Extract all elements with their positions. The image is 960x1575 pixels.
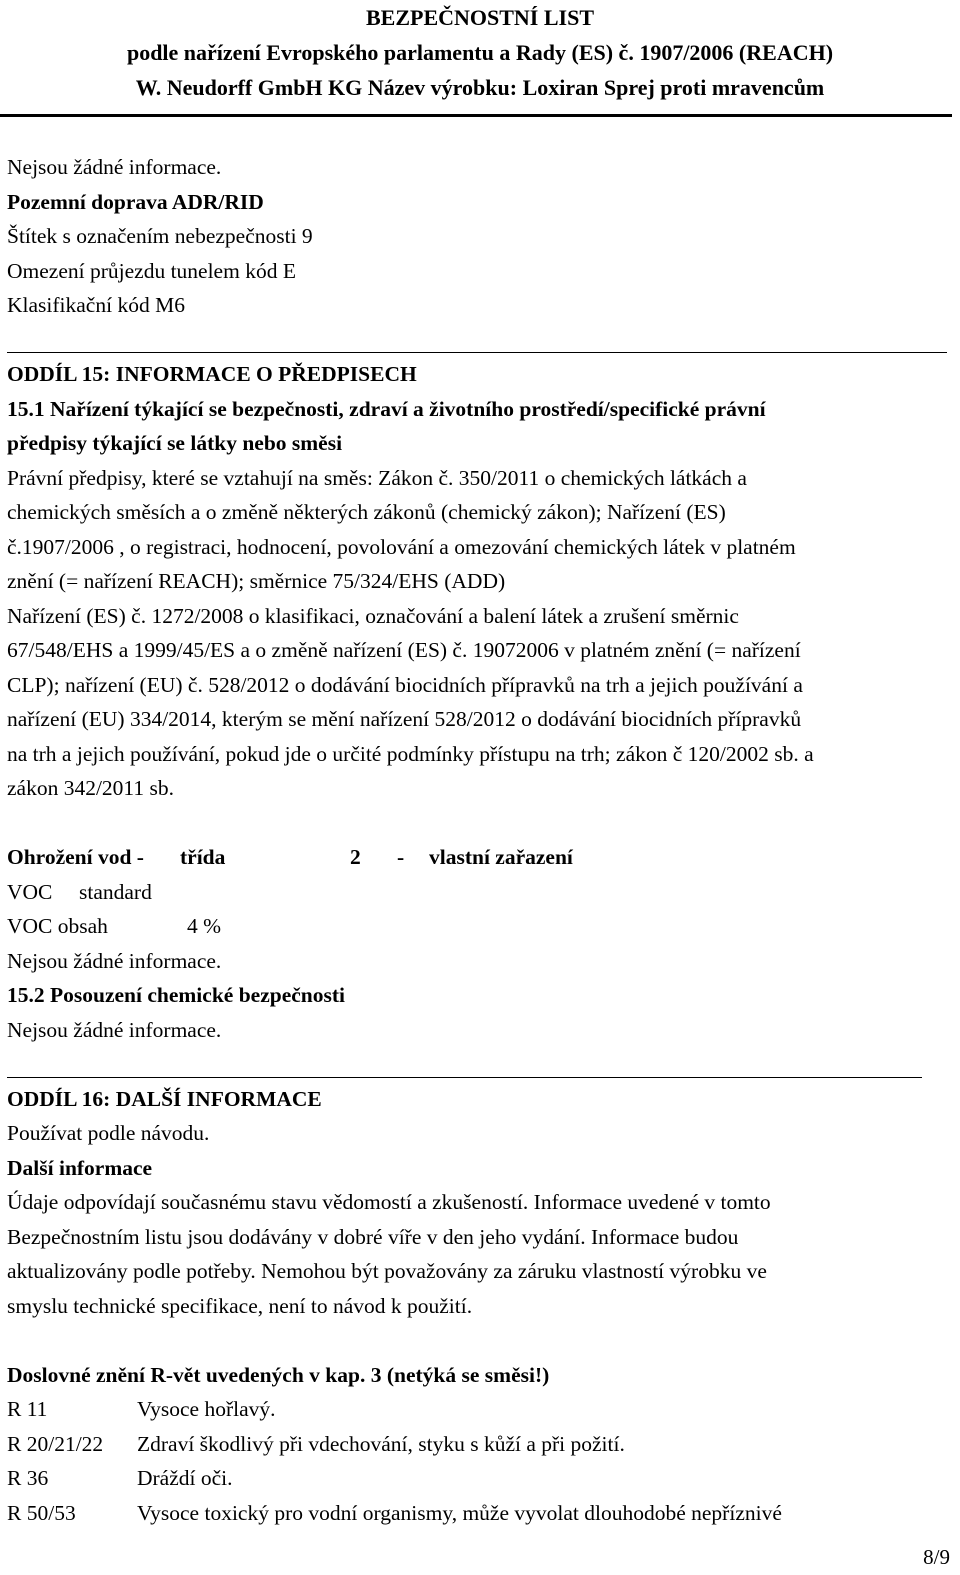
voc-content-value: 4 % — [187, 914, 222, 938]
document-header — [0, 0, 960, 105]
r-phrase-row — [7, 1392, 953, 1427]
section-divider — [7, 1047, 953, 1082]
header-product: W. Neudorff GmbH KG Název výrobku: Loxiran Sprej proti mravencům — [135, 75, 825, 100]
section16-title: ODDÍL 16: DALŠÍ INFORMACE — [7, 1086, 322, 1111]
r-phrase-row — [7, 1461, 953, 1496]
r-phrase-row — [7, 1427, 953, 1462]
more-info-title: Další informace — [7, 1155, 153, 1180]
tunnel-restriction-text: Omezení průjezdu tunelem kód E — [7, 258, 296, 283]
legal-line: 67/548/EHS a 1999/45/ES a o změně nařízení (ES) č. 19072006 v platném znění (= nařízení — [7, 638, 801, 662]
water-hazard-label: Ohrožení vod - — [7, 845, 144, 869]
voc-content-row — [7, 909, 953, 944]
legal-line: Nařízení (ES) č. 1272/2008 o klasifikaci, označování a balení látek a zrušení směrnic — [7, 603, 739, 628]
header-title: BEZPEČNOSTNÍ LIST — [365, 5, 595, 30]
more-info-line: smyslu technické specifikace, není to návod k použití. — [7, 1293, 473, 1318]
usage-text: Používat podle návodu. — [7, 1121, 210, 1145]
more-info-line: Bezpečnostním listu jsou dodávány v dobré víře v den jeho vydání. Informace budou — [7, 1224, 739, 1249]
no-info-text: Nejsou žádné informace. — [7, 1017, 222, 1042]
more-info-line: Údaje odpovídají současnému stavu vědomostí a zkušeností. Informace uvedené v tomto — [7, 1190, 771, 1214]
page-number: 8/9 — [923, 1545, 950, 1569]
water-hazard-class-value: 2 — [350, 845, 361, 869]
voc-standard-value: standard — [79, 879, 152, 904]
voc-content-label: VOC obsah — [7, 914, 108, 938]
voc-standard-row — [7, 875, 953, 910]
legal-regulations-paragraph — [7, 461, 953, 806]
r-phrase-code: R 11 — [7, 1397, 48, 1421]
r-phrase-text: Dráždí oči. — [137, 1466, 233, 1490]
danger-label-text: Štítek s označením nebezpečnosti 9 — [7, 224, 313, 248]
section15-title: ODDÍL 15: INFORMACE O PŘEDPISECH — [7, 362, 417, 386]
section-divider — [7, 323, 953, 358]
spacer — [7, 806, 953, 841]
section15-2-title: 15.2 Posouzení chemické bezpečnosti — [7, 983, 345, 1007]
r-phrase-code: R 36 — [7, 1466, 49, 1490]
r-phrase-text: Vysoce hořlavý. — [137, 1397, 276, 1421]
legal-line: č.1907/2006 , o registraci, hodnocení, povolování a omezování chemických látek v platném — [7, 534, 796, 559]
section15-1-title-line: předpisy týkající se látky nebo směsi — [7, 431, 343, 455]
water-hazard-note: vlastní zařazení — [429, 845, 573, 869]
no-info-text: Nejsou žádné informace. — [7, 155, 222, 179]
water-hazard-row — [7, 840, 953, 875]
r-phrase-code: R 20/21/22 — [7, 1431, 104, 1456]
legal-line: znění (= nařízení REACH); směrnice 75/324/EHS (ADD) — [7, 569, 506, 593]
water-hazard-dash: - — [397, 845, 405, 869]
document-body — [7, 150, 953, 1530]
no-info-text: Nejsou žádné informace. — [7, 948, 222, 973]
section15-1-title-line: 15.1 Nařízení týkající se bezpečnosti, zdraví a životního prostředí/specifické právní — [7, 396, 766, 421]
legal-line: na trh a jejich používání, pokud jde o určité podmínky přístupu na trh; zákon č 120/2002 sb. a — [7, 741, 814, 766]
transport-heading: Pozemní doprava ADR/RID — [7, 189, 264, 214]
r-phrase-text: Zdraví škodlivý při vdechování, styku s kůží a při požití. — [137, 1431, 625, 1456]
legal-line: nařízení (EU) 334/2014, kterým se mění nařízení 528/2012 o dodávání biocidních přípravků — [7, 707, 802, 731]
more-info-line: aktualizovány podle potřeby. Nemohou být považovány za záruku vlastností výrobku ve — [7, 1259, 767, 1283]
r-phrase-text: Vysoce toxický pro vodní organismy, může vyvolat dlouhodobé nepříznivé — [137, 1500, 782, 1525]
header-divider — [0, 114, 952, 117]
voc-label: VOC — [7, 879, 53, 904]
legal-line: chemických směsích a o změně některých zákonů (chemický zákon); Nařízení (ES) — [7, 500, 726, 524]
header-regulation: podle nařízení Evropského parlamentu a Rady (ES) č. 1907/2006 (REACH) — [126, 40, 834, 65]
spacer — [7, 1323, 953, 1358]
legal-line: CLP); nařízení (EU) č. 528/2012 o dodávání biocidních přípravků na trh a jejich používání a — [7, 672, 803, 697]
classification-code-text: Klasifikační kód M6 — [7, 293, 185, 317]
water-hazard-class-label: třída — [180, 845, 226, 869]
legal-line: Právní předpisy, které se vztahují na směs: Zákon č. 350/2011 o chemických látkách a — [7, 465, 747, 490]
r-phrase-row — [7, 1496, 953, 1531]
r-phrases-title: Doslovné znění R-vět uvedených v kap. 3 (netýká se směsi!) — [7, 1362, 550, 1387]
legal-line: zákon 342/2011 sb. — [7, 776, 175, 800]
r-phrase-code: R 50/53 — [7, 1500, 76, 1525]
